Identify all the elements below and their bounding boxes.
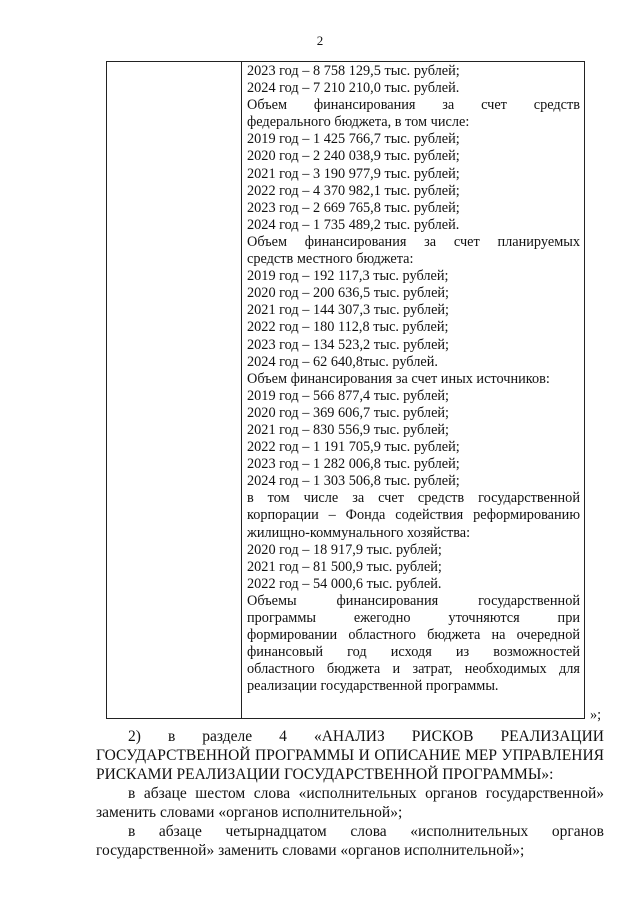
table-line: Объем финансирования за счет средств: [247, 97, 580, 114]
table-column-divider: [241, 62, 242, 718]
table-line: 2022 год – 54 000,6 тыс. рублей.: [247, 575, 442, 592]
table-line: 2022 год – 4 370 982,1 тыс. рублей;: [247, 182, 460, 199]
amendment-item-2: [96, 727, 604, 784]
table-line: 2023 год – 1 282 006,8 тыс. рублей;: [247, 456, 460, 473]
page-number: 2: [316, 33, 324, 48]
table-cell-funding: [247, 63, 580, 695]
paragraph-line: в абзаце шестом слова «исполнительных органов государственной»: [128, 785, 604, 802]
table-line: 2019 год – 566 877,4 тыс. рублей;: [247, 387, 450, 404]
table-line: 2019 год – 1 425 766,7 тыс. рублей;: [247, 131, 460, 148]
table-line: 2021 год – 3 190 977,9 тыс. рублей;: [247, 165, 460, 182]
table-line: 2023 год – 8 758 129,5 тыс. рублей;: [247, 63, 460, 79]
table-line: 2021 год – 81 500,9 тыс. рублей;: [247, 558, 442, 575]
table-line: реализации государственной программы.: [247, 678, 499, 695]
funding-table: [106, 61, 585, 719]
table-line: федерального бюджета, в том числе:: [247, 114, 470, 131]
table-line: 2023 год – 2 669 765,8 тыс. рублей;: [247, 199, 460, 216]
table-line: в том числе за счет средств государственной: [247, 490, 580, 507]
table-line: средств местного бюджета:: [247, 251, 414, 268]
amendment-paragraph-14: [96, 822, 604, 860]
paragraph-line: 2) в разделе 4 «АНАЛИЗ РИСКОВ РЕАЛИЗАЦИИ: [128, 728, 604, 745]
table-line: 2019 год – 192 117,3 тыс. рублей;: [247, 268, 449, 285]
paragraph-line: в абзаце четырнадцатом слова «исполнительных органов: [128, 823, 604, 840]
table-line: 2024 год – 62 640,8тыс. рублей.: [247, 353, 438, 370]
table-line: Объемы финансирования государственной: [247, 592, 580, 609]
table-line: 2024 год – 7 210 210,0 тыс. рублей.: [247, 80, 460, 97]
table-line: 2024 год – 1 303 506,8 тыс. рублей;: [247, 473, 460, 490]
closing-quote-mark: »;: [590, 707, 602, 723]
paragraph-line: РИСКАМИ РЕАЛИЗАЦИИ ГОСУДАРСТВЕННОЙ ПРОГРАММЫ»:: [96, 766, 554, 783]
table-line: 2020 год – 2 240 038,9 тыс. рублей;: [247, 148, 460, 165]
paragraph-line: государственной» заменить словами «органов исполнительной»;: [96, 842, 525, 859]
table-line: 2024 год – 1 735 489,2 тыс. рублей.: [247, 216, 460, 233]
table-line: 2020 год – 18 917,9 тыс. рублей;: [247, 541, 442, 558]
table-line: формировании областного бюджета на очередной: [247, 627, 580, 644]
table-line: Объем финансирования за счет иных источников:: [247, 370, 550, 387]
table-line: 2020 год – 200 636,5 тыс. рублей;: [247, 285, 450, 302]
table-line: 2022 год – 1 191 705,9 тыс. рублей;: [247, 439, 460, 456]
paragraph-line: заменить словами «органов исполнительной»;: [96, 804, 403, 821]
table-line: финансовый год исходя из возможностей: [247, 644, 580, 661]
table-line: 2021 год – 830 556,9 тыс. рублей;: [247, 421, 450, 438]
table-line: 2021 год – 144 307,3 тыс. рублей;: [247, 302, 450, 319]
table-line: 2022 год – 180 112,8 тыс. рублей;: [247, 319, 449, 336]
table-line: жилищно-коммунального хозяйства:: [247, 524, 471, 541]
table-line: 2023 год – 134 523,2 тыс. рублей;: [247, 336, 450, 353]
table-line: Объем финансирования за счет планируемых: [247, 233, 580, 250]
table-line: областного бюджета и затрат, необходимых для: [247, 661, 580, 678]
table-line: корпорации – Фонда содействия реформированию: [247, 507, 580, 524]
paragraph-line: ГОСУДАРСТВЕННОЙ ПРОГРАММЫ И ОПИСАНИЕ МЕР УПРАВЛЕНИЯ: [96, 747, 604, 764]
table-line: программы ежегодно уточняются при: [247, 610, 580, 626]
amendment-paragraph-6: [96, 784, 604, 822]
table-line: 2020 год – 369 606,7 тыс. рублей;: [247, 404, 450, 421]
